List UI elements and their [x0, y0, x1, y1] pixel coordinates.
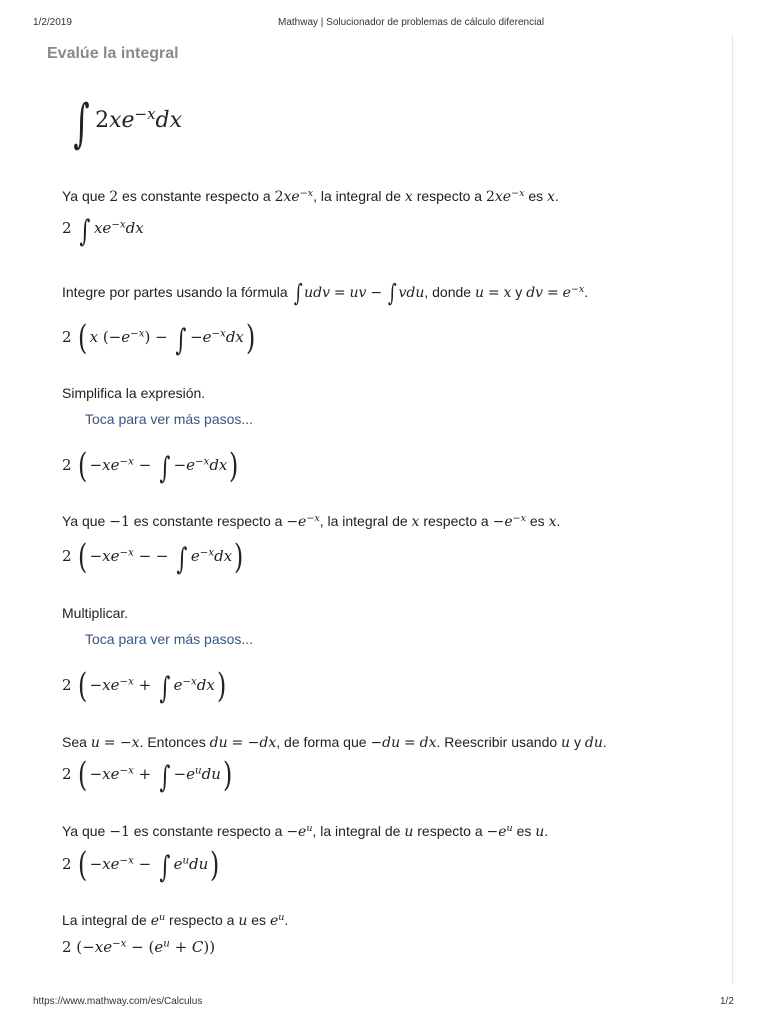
step-6-result: 2 ( $-xe^{-x}$ + ∫ $-e^udu$): [62, 755, 233, 795]
step-7-result: 2 ( $-xe^{-x}$ − ∫ $e^udu$): [62, 845, 220, 885]
step-2-result: 2 ( x $(-e^{-x})$ − ∫ $-e^{-x}dx$): [62, 318, 256, 358]
print-page-number: 1/2: [720, 996, 734, 1007]
step-5-text: Multiplicar.: [62, 605, 129, 621]
step-8-text: La integral de $e^u$ respecto a u es $e^u$.: [62, 911, 289, 929]
step-3-result: 2 ( $-xe^{-x}$ − ∫ $-e^{-x}dx$): [62, 446, 239, 486]
content-right-border: [732, 34, 733, 984]
step-1-result: 2 ∫ $xe^{-x}dx$: [62, 214, 144, 249]
step-4-text: Ya que −1 es constante respecto $a -e^{-x}$, la integral de x respecto $a -e^{-x}$ es x.: [62, 512, 561, 530]
problem-heading: Evalúe la integral: [47, 45, 179, 62]
step-5-result: 2 ( $-xe^{-x}$ + ∫ $e^{-x}dx$): [62, 666, 227, 706]
step-3-show-more-link[interactable]: Toca para ver más pasos...: [85, 411, 254, 427]
step-4-result: 2 ( $-xe^{-x}$ − − ∫ $e^{-x}dx$): [62, 537, 244, 577]
step-8-result: 2 $(-xe^{-x} - (e^u + C))$: [62, 938, 216, 956]
print-page-title: Mathway | Solucionador de problemas de cálculo diferencial: [278, 17, 545, 28]
print-url: https://www.mathway.com/es/Calculus: [33, 996, 203, 1007]
step-2-text: Integre por partes usando la fórmula ∫ udv = uv − ∫ vdu, donde u = x y dv = $e^{-x}$.: [62, 279, 589, 307]
step-6-text: Sea u = −x. Entonces du = −dx, de forma que −du = dx. Reescribir usando u y du.: [62, 734, 607, 751]
step-5-show-more-link[interactable]: Toca para ver más pasos...: [85, 631, 254, 647]
print-date: 1/2/2019: [33, 17, 72, 28]
step-3-text: Simplifica la expresión.: [62, 385, 206, 401]
step-7-text: Ya que −1 es constante respecto $a -e^u$, la integral de u respecto $a -e^u$ es u.: [62, 822, 549, 840]
problem-integral: ∫ $2xe^{-x}dx$: [73, 94, 182, 154]
step-1-text: Ya que 2 es constante respecto a $2xe^{-x}$, la integral de x respecto a $2xe^{-x}$ es x.: [62, 187, 559, 205]
